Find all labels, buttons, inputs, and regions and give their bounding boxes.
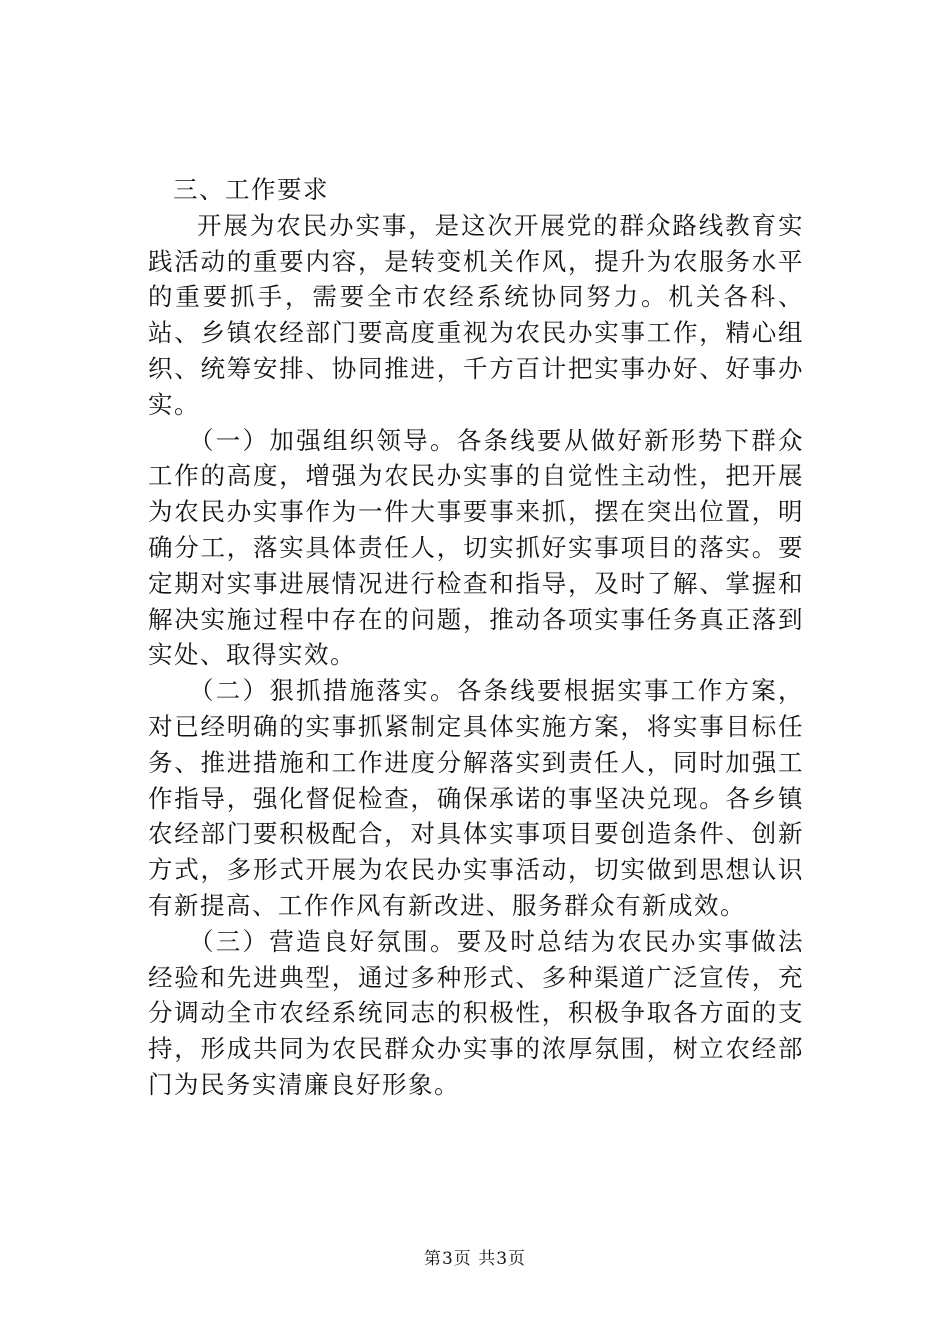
paragraph-measures-implementation: （二）狠抓措施落实。各条线要根据实事工作方案，对已经明确的实事抓紧制定具体实施方案，将实事目标任务、推进措施和工作进度分解落实到责任人，同时加强工作指导，强化督促检查，确保承诺的事坚决兑现。各乡镇农经部门要积极配合，对具体实事项目要创造条件、创新方式，多形式开展为农民办实事活动，切实做到思想认识有新提高、工作作风有新改进、服务群众有新成效。 bbox=[148, 676, 804, 920]
page-number-footer: 第3页 共3页 bbox=[423, 1249, 527, 1269]
paragraph-organization-leadership: （一）加强组织领导。各条线要从做好新形势下群众工作的高度，增强为农民办实事的自觉性主动性，把开展为农民办实事作为一件大事要事来抓，摆在突出位置，明确分工，落实具体责任人，切实抓好实事项目的落实。要定期对实事进展情况进行检查和指导，及时了解、掌握和解决实施过程中存在的问题，推动各项实事任务真正落到实处、取得实效。 bbox=[148, 425, 804, 670]
paragraph-atmosphere: （三）营造良好氛围。要及时总结为农民办实事做法经验和先进典型，通过多种形式、多种渠道广泛宣传，充分调动全市农经系统同志的积极性，积极争取各方面的支持，形成共同为农民群众办实事的浓厚氛围，树立农经部门为民务实清廉良好形象。 bbox=[148, 926, 804, 1099]
section-heading: 三、工作要求 bbox=[173, 175, 329, 204]
intro-paragraph: 开展为农民办实事，是这次开展党的群众路线教育实践活动的重要内容，是转变机关作风，提升为农服务水平的重要抓手，需要全市农经系统协同努力。机关各科、站、乡镇农经部门要高度重视为农民办实事工作，精心组织、统筹安排、协同推进，千方百计把实事办好、好事办实。 bbox=[148, 210, 804, 419]
document-body bbox=[148, 172, 804, 1103]
